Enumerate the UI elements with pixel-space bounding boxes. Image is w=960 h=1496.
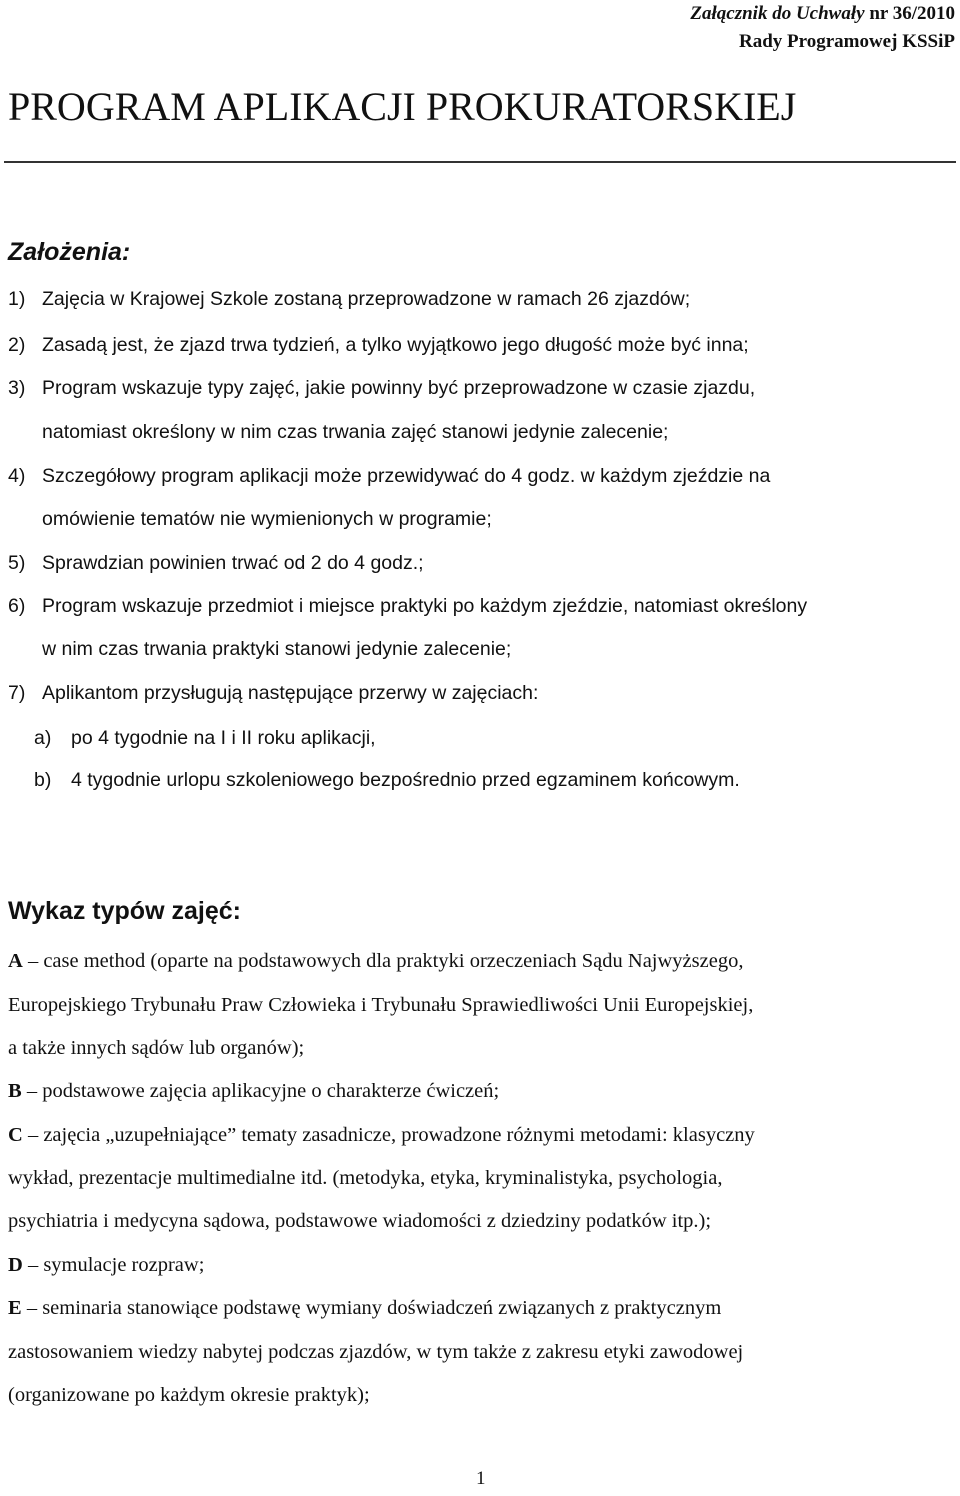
list-item-text: Sprawdzian powinien trwać od 2 do 4 godz.; [42, 552, 424, 574]
page-number: 1 [476, 1468, 486, 1489]
list-item-number: 4) [8, 465, 26, 487]
list-item-text-continued: w nim czas trwania praktyki stanowi jedynie zalecenie; [42, 638, 512, 660]
assumptions-heading: Założenia: [8, 238, 131, 266]
list-item-text: Program wskazuje typy zajęć, jakie powinny być przeprowadzone w czasie zjazdu, [42, 377, 756, 399]
class-type-description: – podstawowe zajęcia aplikacyjne o charakterze ćwiczeń; [21, 1080, 500, 1102]
class-type-description: – zajęcia „uzupełniające” tematy zasadnicze, prowadzone różnymi metodami: klasyczny [22, 1124, 755, 1146]
page-title: PROGRAM APLIKACJI PROKURATORSKIEJ [8, 84, 797, 129]
list-item-text: 4 tygodnie urlopu szkoleniowego bezpośrednio przed egzaminem końcowym. [71, 769, 740, 791]
class-type-entry [8, 950, 743, 973]
list-item-text: Aplikantom przysługują następujące przerwy w zajęciach: [42, 682, 539, 704]
class-type-key: E [8, 1297, 22, 1319]
list-item-text-continued: natomiast określony w nim czas trwania zajęć stanowi jedynie zalecenie; [42, 421, 669, 443]
list-item-number: 6) [8, 595, 26, 617]
list-item-text: po 4 tygodnie na I i II roku aplikacji, [71, 727, 376, 749]
class-type-key: A [8, 950, 23, 972]
class-type-description: – seminaria stanowiące podstawę wymiany doświadczeń związanych z praktycznym [21, 1297, 722, 1319]
class-type-entry [8, 1254, 204, 1277]
list-item-number: b) [34, 769, 52, 791]
list-item-text: Zasadą jest, że zjazd trwa tydzień, a tylko wyjątkowo jego długość może być inna; [42, 334, 749, 356]
list-item-number: 2) [8, 334, 26, 356]
class-type-text-continued: psychiatria i medycyna sądowa, podstawowe wiadomości z dziedziny podatków itp.); [8, 1210, 712, 1232]
class-type-entry [8, 1297, 721, 1320]
class-type-key: B [8, 1080, 22, 1102]
attachment-note-number: nr 36/2010 [864, 3, 955, 24]
class-type-entry [8, 1080, 499, 1103]
title-divider [4, 161, 956, 163]
class-type-text-continued: zastosowaniem wiedzy nabytej podczas zjazdów, w tym także z zakresu etyki zawodowej [8, 1341, 744, 1363]
list-item-number: 5) [8, 552, 26, 574]
class-type-description: – case method (oparte na podstawowych dla praktyki orzeczeniach Sądu Najwyższego, [22, 950, 744, 972]
class-type-key: C [8, 1124, 23, 1146]
attachment-note-italic: Załącznik do Uchwały [690, 3, 865, 24]
list-item-number: a) [34, 727, 52, 749]
class-type-entry [8, 1124, 755, 1147]
attachment-note-line1 [690, 0, 955, 28]
list-item-number: 3) [8, 377, 26, 399]
class-types-heading: Wykaz typów zajęć: [8, 897, 241, 925]
attachment-note [690, 0, 955, 56]
list-item-number: 1) [8, 288, 26, 310]
list-item-number: 7) [8, 682, 26, 704]
class-type-text-continued: (organizowane po każdym okresie praktyk); [8, 1384, 370, 1406]
class-type-key: D [8, 1254, 23, 1276]
list-item-text-continued: omówienie tematów nie wymienionych w programie; [42, 508, 492, 530]
attachment-note-line2: Rady Programowej KSSiP [738, 31, 955, 52]
list-item-text: Program wskazuje przedmiot i miejsce praktyki po każdym zjeździe, natomiast określony [42, 595, 808, 617]
class-type-text-continued: Europejskiego Trybunału Praw Człowieka i Trybunału Sprawiedliwości Unii Europejskiej, [8, 994, 754, 1016]
list-item-text: Zajęcia w Krajowej Szkole zostaną przeprowadzone w ramach 26 zjazdów; [42, 288, 691, 310]
class-type-text-continued: a także innych sądów lub organów); [8, 1037, 305, 1059]
list-item-text: Szczegółowy program aplikacji może przewidywać do 4 godz. w każdym zjeździe na [42, 465, 771, 487]
class-type-description: – symulacje rozpraw; [22, 1254, 205, 1276]
class-type-text-continued: wykład, prezentacje multimedialne itd. (metodyka, etyka, kryminalistyka, psychologia, [8, 1167, 723, 1189]
